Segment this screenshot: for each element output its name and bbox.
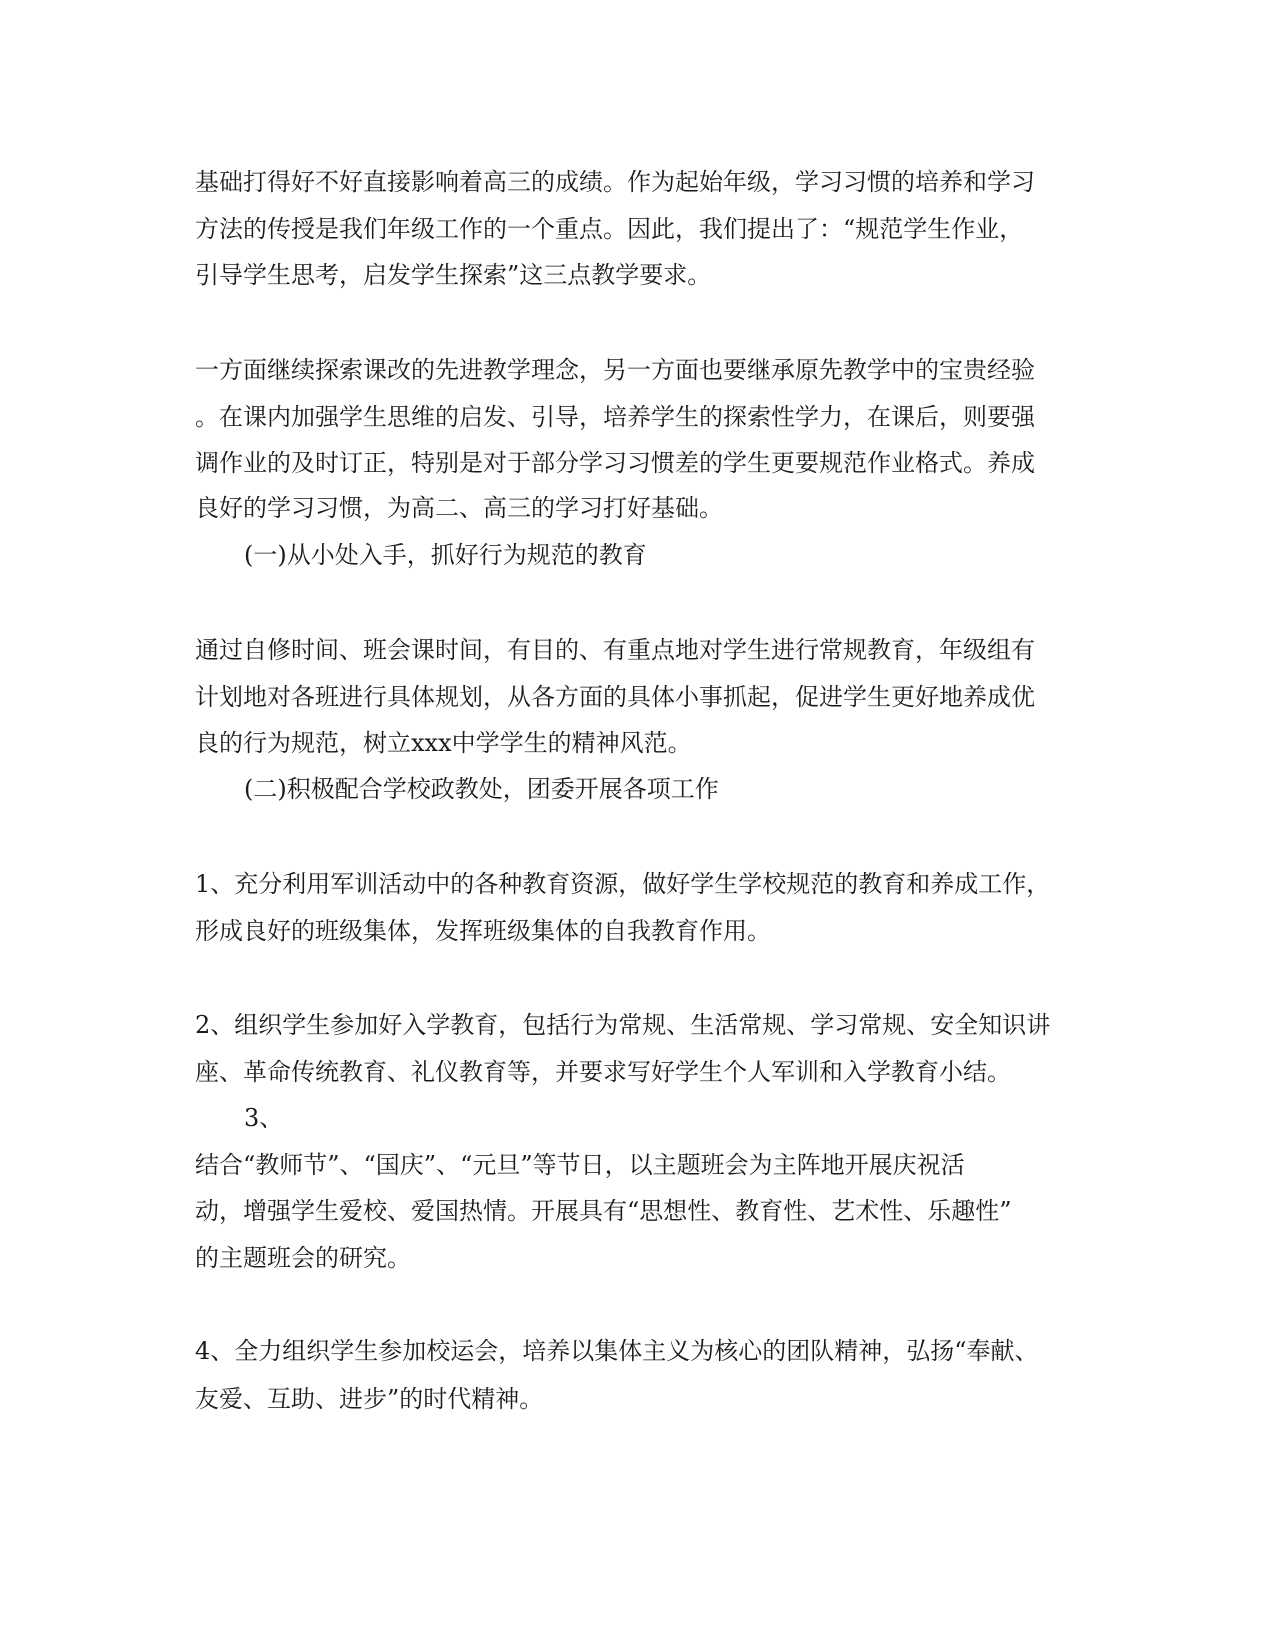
list-item-line: 形成良好的班级集体，发挥班级集体的自我教育作用。	[195, 917, 771, 945]
list-item-line: 1、充分利用军训活动中的各种教育资源，做好学生学校规范的教育和养成工作，	[195, 870, 1051, 898]
paragraph-line: 调作业的及时订正，特别是对于部分学习习惯差的学生更要规范作业格式。养成	[195, 449, 1035, 477]
paragraph-line: 。在课内加强学生思维的启发、引导，培养学生的探索性学力，在课后，则要强	[195, 403, 1035, 431]
section-heading: (二)积极配合学校政教处，团委开展各项工作	[244, 775, 719, 803]
paragraph-line: 方法的传授是我们年级工作的一个重点。因此，我们提出了：“规范学生作业，	[195, 215, 1024, 243]
list-item-line: 4、全力组织学生参加校运会，培养以集体主义为核心的团队精神，弘扬“奉献、	[195, 1337, 1039, 1365]
paragraph-line: 良的行为规范，树立xxx中学学生的精神风范。	[195, 729, 692, 757]
paragraph-line: 引导学生思考，启发学生探索”这三点教学要求。	[195, 261, 712, 289]
list-item-line: 2、组织学生参加好入学教育，包括行为常规、生活常规、学习常规、安全知识讲	[195, 1011, 1051, 1039]
list-item-line: 结合“教师节”、“国庆”、“元旦”等节日，以主题班会为主阵地开展庆祝活	[195, 1151, 965, 1179]
list-item-line: 座、革命传统教育、礼仪教育等，并要求写好学生个人军训和入学教育小结。	[195, 1058, 1011, 1086]
paragraph-line: 基础打得好不好直接影响着高三的成绩。作为起始年级，学习习惯的培养和学习	[195, 168, 1035, 196]
paragraph-line: 计划地对各班进行具体规划，从各方面的具体小事抓起，促进学生更好地养成优	[195, 683, 1035, 711]
paragraph-line: 一方面继续探索课改的先进教学理念，另一方面也要继承原先教学中的宝贵经验	[195, 356, 1035, 384]
list-item-line: 友爱、互助、进步”的时代精神。	[195, 1385, 544, 1413]
paragraph-line: 通过自修时间、班会课时间，有目的、有重点地对学生进行常规教育，年级组有	[195, 636, 1035, 664]
list-item-number: 3、	[244, 1104, 284, 1132]
list-item-line: 的主题班会的研究。	[195, 1244, 411, 1272]
paragraph-line: 良好的学习习惯，为高二、高三的学习打好基础。	[195, 494, 723, 522]
list-item-line: 动，增强学生爱校、爱国热情。开展具有“思想性、教育性、艺术性、乐趣性”	[195, 1197, 1012, 1225]
section-heading: (一)从小处入手，抓好行为规范的教育	[244, 541, 647, 569]
